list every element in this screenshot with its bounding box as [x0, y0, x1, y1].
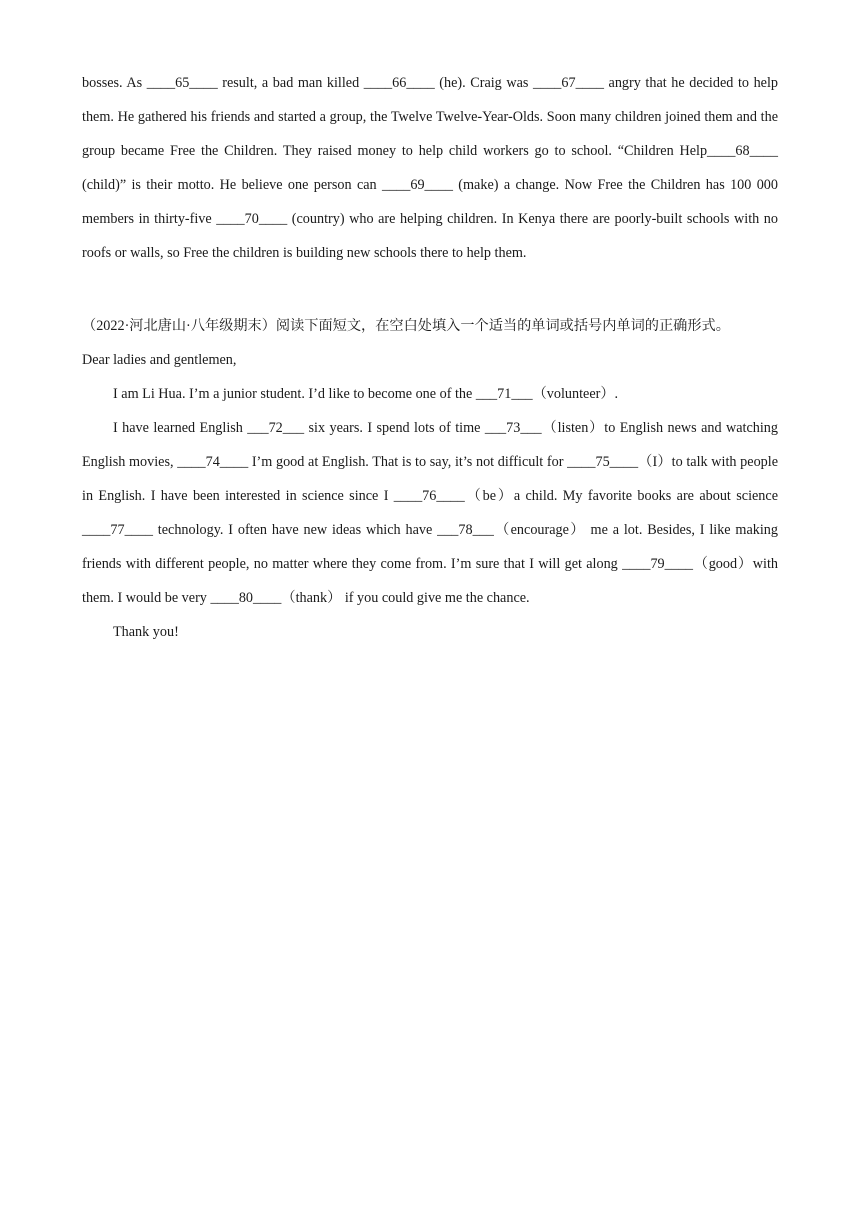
passage-two-instruction: （2022·河北唐山·八年级期末）阅读下面短文，在空白处填入一个适当的单词或括号内单词的正确形式。	[82, 318, 730, 334]
letter-paragraph-1: I am Li Hua. I’m a junior student. I’d like to become one of the ___71___（volunteer）.	[113, 386, 619, 402]
document-page	[82, 66, 778, 649]
letter-salutation: Dear ladies and gentlemen,	[82, 352, 237, 368]
section-spacer	[82, 270, 778, 309]
letter-closing: Thank you!	[113, 624, 179, 640]
passage-one-paragraph: bosses. As ____65____ result, a bad man killed ____66____ (he). Craig was ____67____ angry that he decided to help them. He gathered his friends and started a group, the Twelve Twelve-Year-Olds. Soon many children joined them and the group became Free the Children. They raised money to help child workers go to school. “Children Help____68____ (child)” is their motto. He believe one person can ____69____ (make) a change. Now Free the Children has 100 000 members in thirty-five ____70____ (country) who are helping children. In Kenya there are poorly-built schools with no roofs or walls, so Free the children is building new schools there to help them.	[82, 75, 778, 261]
letter-paragraph-2: I have learned English ___72___ six years. I spend lots of time ___73___（listen）to English news and watching English movies, ____74____ I’m good at English. That is to say, it’s not difficult for ____75____（I）to talk with people in English. I have been interested in science since I ____76____（be）a child. My favorite books are about science ____77____ technology. I often have new ideas which have ___78___（encourage） me a lot. Besides, I like making friends with different people, no matter where they come from. I’m sure that I will get along ____79____（good）with them. I would be very ____80____（thank） if you could give me the chance.	[82, 420, 778, 606]
